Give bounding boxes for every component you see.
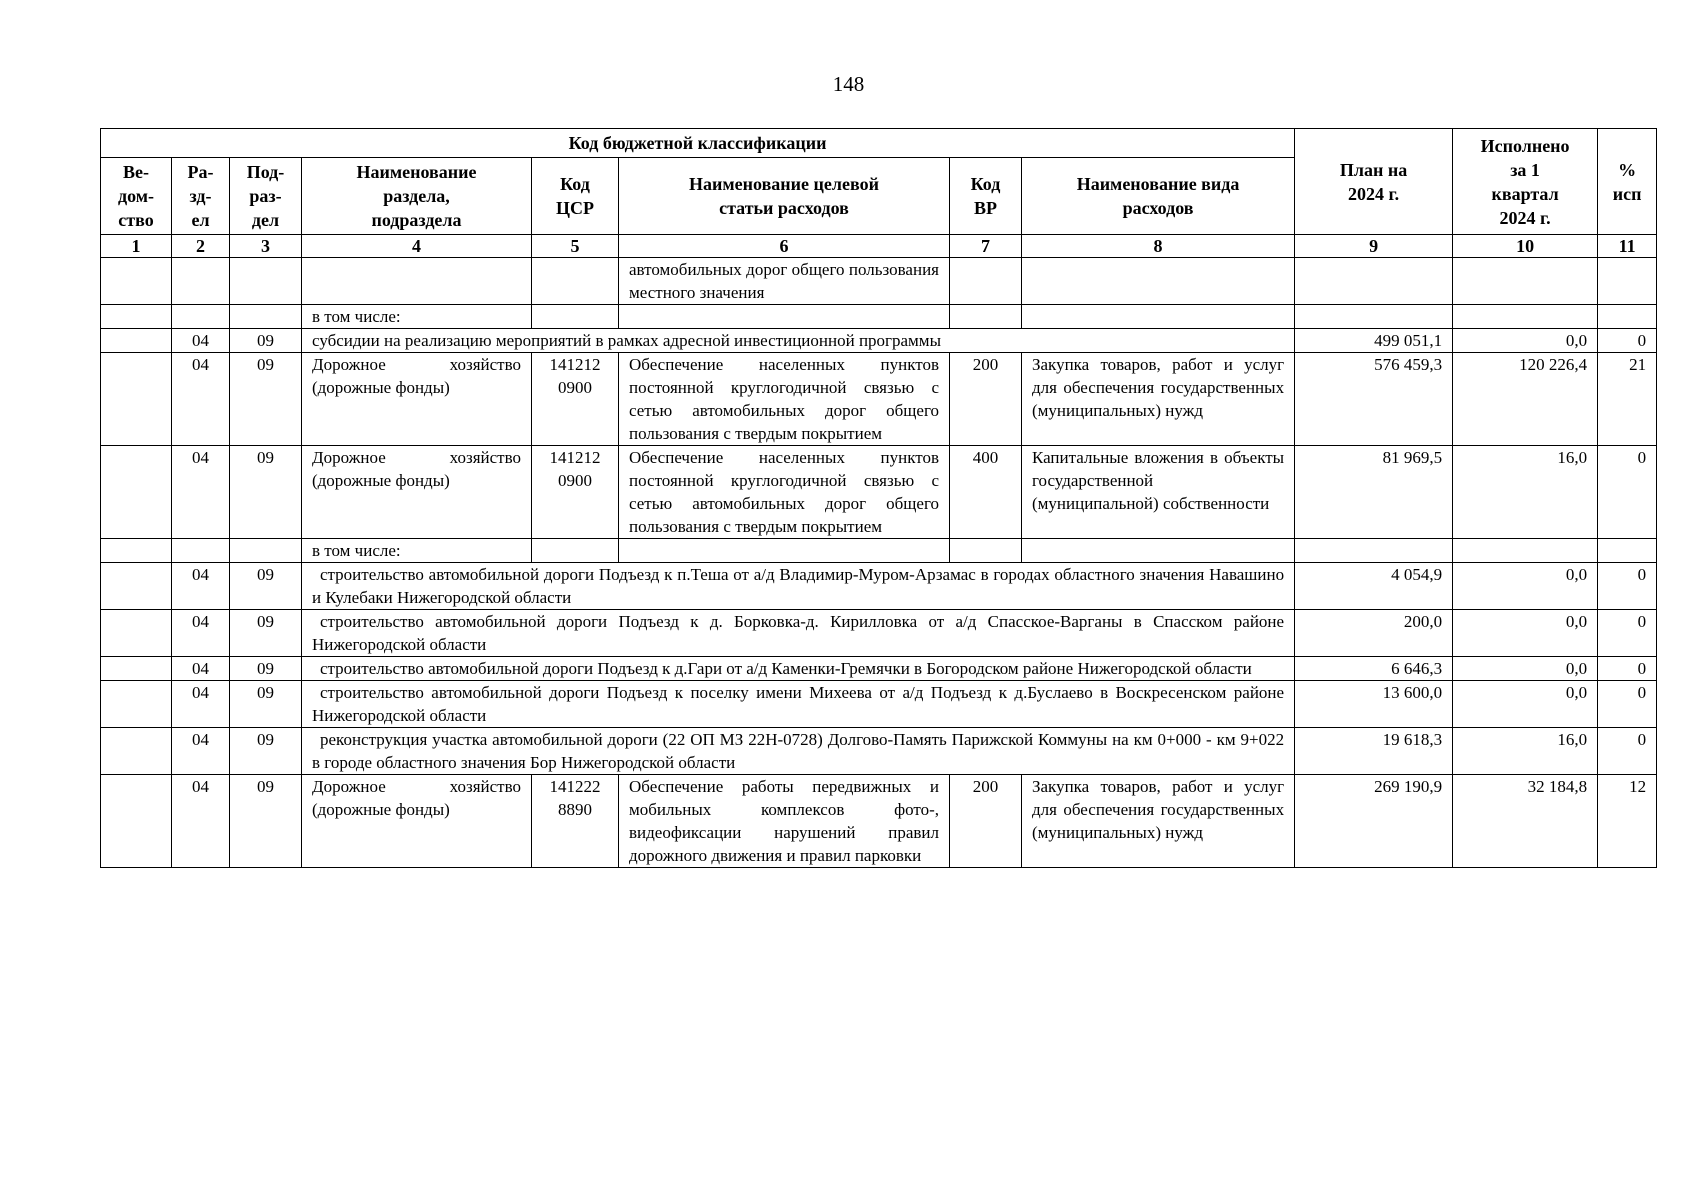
column-number: 6	[619, 235, 950, 258]
plan-value: 6 646,3	[1295, 657, 1453, 681]
table-row	[101, 305, 1657, 329]
column-number: 3	[230, 235, 302, 258]
executed-value: 16,0	[1453, 446, 1598, 539]
section-code: 04	[172, 775, 230, 868]
target-name-cell: Обеспечение населенных пунктов постоянной круглогодичной связью с сетью автомобильных дорог общего пользования с твердым покрытием	[619, 446, 950, 539]
section-code: 04	[172, 329, 230, 353]
header-target-name: Наименование целевой статьи расходов	[619, 158, 950, 235]
header-subsection: Под- раз- дел	[230, 158, 302, 235]
executed-value: 16,0	[1453, 728, 1598, 775]
percent-value: 21	[1598, 353, 1657, 446]
column-number: 10	[1453, 235, 1598, 258]
csr-code-cell: 141212 0900	[532, 353, 619, 446]
table-row	[101, 728, 1657, 775]
table-row	[101, 610, 1657, 657]
plan-value: 4 054,9	[1295, 563, 1453, 610]
header-section-name: Наименование раздела, подраздела	[302, 158, 532, 235]
executed-value: 120 226,4	[1453, 353, 1598, 446]
subsection-code: 09	[230, 610, 302, 657]
column-number: 8	[1022, 235, 1295, 258]
project-text: строительство автомобильной дороги Подъезд к п.Теша от а/д Владимир-Муром-Арзамас в городах областного значения Навашино и Кулебаки Нижегородской области	[302, 563, 1295, 610]
percent-value: 0	[1598, 657, 1657, 681]
executed-value: 0,0	[1453, 563, 1598, 610]
percent-value: 0	[1598, 563, 1657, 610]
table-row	[101, 681, 1657, 728]
column-number: 11	[1598, 235, 1657, 258]
percent-value: 0	[1598, 681, 1657, 728]
section-name-cell: Дорожное хозяйство (дорожные фонды)	[302, 775, 532, 868]
executed-value: 0,0	[1453, 329, 1598, 353]
table-row	[101, 446, 1657, 539]
subsection-code: 09	[230, 563, 302, 610]
subsection-code: 09	[230, 681, 302, 728]
percent-value: 0	[1598, 446, 1657, 539]
vr-name-cell: Капитальные вложения в объекты государственной (муниципальной) собственности	[1022, 446, 1295, 539]
section-name-cell: Дорожное хозяйство (дорожные фонды)	[302, 353, 532, 446]
header-vr-name: Наименование вида расходов	[1022, 158, 1295, 235]
vr-code-cell: 200	[950, 775, 1022, 868]
subsection-code: 09	[230, 329, 302, 353]
vr-code-cell: 400	[950, 446, 1022, 539]
header-budget-code: Код бюджетной классификации	[101, 129, 1295, 158]
percent-value: 0	[1598, 728, 1657, 775]
header-row-numbers	[101, 235, 1657, 258]
percent-value: 12	[1598, 775, 1657, 868]
header-plan: План на 2024 г.	[1295, 129, 1453, 235]
plan-value: 499 051,1	[1295, 329, 1453, 353]
table-row	[101, 539, 1657, 563]
page-number: 148	[832, 72, 865, 96]
header-row-group	[101, 129, 1657, 158]
plan-value: 576 459,3	[1295, 353, 1453, 446]
section-code: 04	[172, 728, 230, 775]
target-name-cell: Обеспечение населенных пунктов постоянной круглогодичной связью с сетью автомобильных дорог общего пользования с твердым покрытием	[619, 353, 950, 446]
budget-table	[100, 128, 1657, 868]
project-text: реконструкция участка автомобильной дороги (22 ОП МЗ 22Н-0728) Долгово-Память Парижской Коммуны на км 0+000 - км 9+022 в городе областного значения Бор Нижегородской области	[302, 728, 1295, 775]
table-row	[101, 657, 1657, 681]
column-number: 7	[950, 235, 1022, 258]
project-text: строительство автомобильной дороги Подъезд к д. Борковка-д. Кирилловка от а/д Спасское-Варганы в Спасском районе Нижегородской области	[302, 610, 1295, 657]
percent-value: 0	[1598, 329, 1657, 353]
section-code: 04	[172, 681, 230, 728]
table-row	[101, 329, 1657, 353]
plan-value: 19 618,3	[1295, 728, 1453, 775]
including-label: в том числе:	[302, 305, 532, 329]
percent-value: 0	[1598, 610, 1657, 657]
column-number: 5	[532, 235, 619, 258]
including-label: в том числе:	[302, 539, 532, 563]
executed-value: 32 184,8	[1453, 775, 1598, 868]
subsection-code: 09	[230, 446, 302, 539]
column-number: 4	[302, 235, 532, 258]
header-percent: % исп	[1598, 129, 1657, 235]
table-row	[101, 353, 1657, 446]
column-number: 9	[1295, 235, 1453, 258]
vr-name-cell: Закупка товаров, работ и услуг для обеспечения государственных (муниципальных) нужд	[1022, 353, 1295, 446]
vr-code-cell: 200	[950, 353, 1022, 446]
subsection-code: 09	[230, 657, 302, 681]
plan-value: 269 190,9	[1295, 775, 1453, 868]
section-code: 04	[172, 657, 230, 681]
header-vr-code: Код ВР	[950, 158, 1022, 235]
vr-name-cell: Закупка товаров, работ и услуг для обеспечения государственных (муниципальных) нужд	[1022, 775, 1295, 868]
project-text: строительство автомобильной дороги Подъезд к д.Гари от а/д Каменки-Гремячки в Богородском районе Нижегородской области	[302, 657, 1295, 681]
column-number: 1	[101, 235, 172, 258]
target-name-cell: Обеспечение работы передвижных и мобильных комплексов фото-, видеофиксации нарушений правил дорожного движения и правил парковки	[619, 775, 950, 868]
subsection-code: 09	[230, 775, 302, 868]
subsection-code: 09	[230, 353, 302, 446]
header-section: Ра- зд- ел	[172, 158, 230, 235]
header-executed: Исполнено за 1 квартал 2024 г.	[1453, 129, 1598, 235]
csr-code-cell: 141222 8890	[532, 775, 619, 868]
subsidy-text: субсидии на реализацию мероприятий в рамках адресной инвестиционной программы	[302, 329, 1295, 353]
section-name-cell: Дорожное хозяйство (дорожные фонды)	[302, 446, 532, 539]
executed-value: 0,0	[1453, 610, 1598, 657]
section-code: 04	[172, 610, 230, 657]
executed-value: 0,0	[1453, 681, 1598, 728]
target-name-cell: автомобильных дорог общего пользования местного значения	[619, 258, 950, 305]
subsection-code: 09	[230, 728, 302, 775]
section-code: 04	[172, 353, 230, 446]
table-row	[101, 563, 1657, 610]
plan-value: 81 969,5	[1295, 446, 1453, 539]
table-row	[101, 775, 1657, 868]
plan-value: 13 600,0	[1295, 681, 1453, 728]
header-csr-code: Код ЦСР	[532, 158, 619, 235]
column-number: 2	[172, 235, 230, 258]
csr-code-cell: 141212 0900	[532, 446, 619, 539]
section-code: 04	[172, 563, 230, 610]
table-row	[101, 258, 1657, 305]
project-text: строительство автомобильной дороги Подъезд к поселку имени Михеева от а/д Подъезд к д.Буслаево в Воскресенском районе Нижегородской области	[302, 681, 1295, 728]
section-code: 04	[172, 446, 230, 539]
plan-value: 200,0	[1295, 610, 1453, 657]
executed-value: 0,0	[1453, 657, 1598, 681]
header-department: Ве- дом- ство	[101, 158, 172, 235]
